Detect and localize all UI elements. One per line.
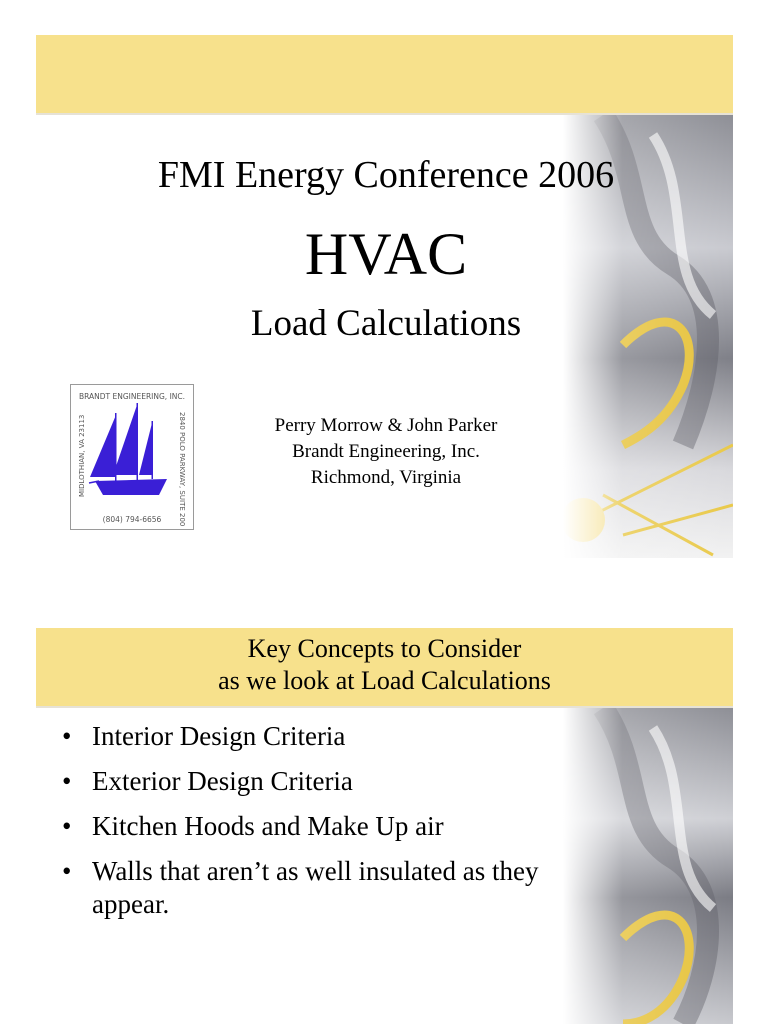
authors-location: Richmond, Virginia <box>310 467 462 488</box>
company-logo <box>70 384 194 530</box>
header-line-2: as we look at Load Calculations <box>218 666 551 695</box>
sailboat-icon <box>89 403 167 495</box>
subtitle: Load Calculations <box>250 303 522 344</box>
list-item-text: Interior Design Criteria <box>92 721 346 751</box>
concept-list <box>62 720 622 933</box>
list-item-text: Walls that aren’t as well insulated as they appear. <box>92 856 539 919</box>
logo-bottom-text: (804) 794-6656 <box>102 515 162 524</box>
bullet-icon: • <box>62 811 72 841</box>
header-line-1: Key Concepts to Consider <box>247 634 522 663</box>
bullet-icon: • <box>62 721 72 751</box>
bullet-icon: • <box>62 856 72 886</box>
author-block <box>211 413 561 491</box>
list-item-text: Kitchen Hoods and Make Up air <box>92 811 444 841</box>
list-item <box>62 810 622 843</box>
list-item <box>62 855 622 921</box>
logo-right-text: 2840 POLO PARKWAY, SUITE 200 <box>178 412 186 527</box>
list-item <box>62 765 622 798</box>
header-band <box>36 35 733 115</box>
title-slide <box>36 35 733 558</box>
conference-title: FMI Energy Conference 2006 <box>157 154 615 196</box>
authors-company: Brandt Engineering, Inc. <box>292 441 480 462</box>
concepts-slide <box>36 628 733 1024</box>
main-title: HVAC <box>304 221 468 287</box>
logo-left-text: MIDLOTHIAN, VA 23113 <box>78 414 86 497</box>
authors-names: Perry Morrow & John Parker <box>274 415 498 436</box>
list-item <box>62 720 622 753</box>
bullet-icon: • <box>62 766 72 796</box>
logo-top-text: BRANDT ENGINEERING, INC. <box>78 392 186 401</box>
slide-header <box>36 633 733 697</box>
list-item-text: Exterior Design Criteria <box>92 766 353 796</box>
